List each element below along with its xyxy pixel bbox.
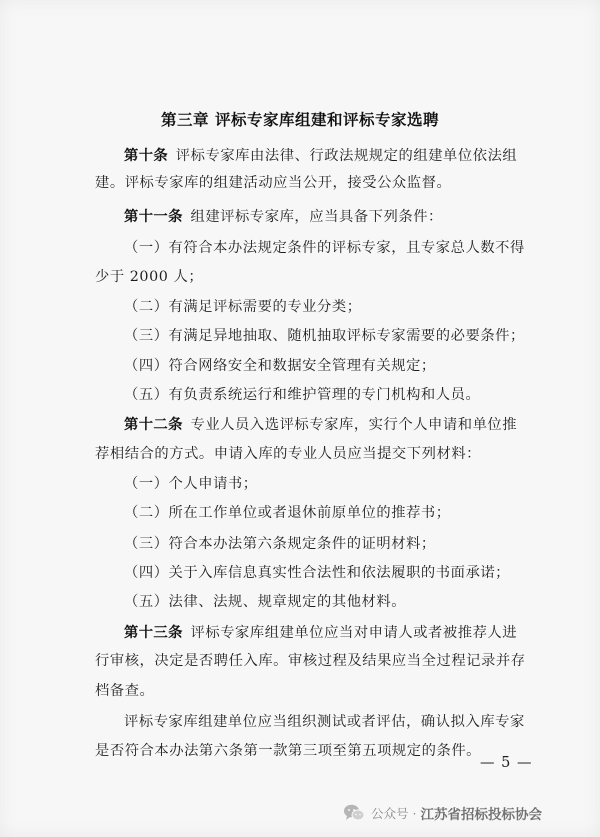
list-item bbox=[124, 385, 480, 405]
line-text: 评标专家库组建单位应当对申请人或者被推荐人进 bbox=[190, 625, 518, 641]
line-text: 组建评标专家库，应当具备下列条件： bbox=[190, 209, 443, 225]
text-line bbox=[95, 173, 451, 193]
list-item bbox=[124, 238, 525, 258]
list-item bbox=[124, 534, 436, 554]
line-text: （四）关于入库信息真实性合法性和依法履职的书面承诺； bbox=[124, 565, 511, 581]
list-item bbox=[124, 326, 525, 346]
line-text: （三）有满足异地抽取、随机抽取评标专家需要的必要条件； bbox=[124, 328, 525, 344]
article-heading: 第十二条 bbox=[124, 417, 183, 433]
list-item bbox=[124, 503, 451, 523]
list-item bbox=[124, 297, 362, 317]
line-text: 是否符合本办法第六条第一款第三项至第五项规定的条件。 bbox=[95, 743, 482, 759]
line-text: 评标专家库组建单位应当组织测试或者评估，确认拟入库专家 bbox=[124, 714, 525, 730]
line-text: （一）有符合本办法规定条件的评标专家，且专家总人数不得 bbox=[124, 240, 525, 256]
line-text: 评标专家库由法律、行政法规规定的组建单位依法组 bbox=[175, 148, 518, 164]
article-paragraph bbox=[124, 623, 517, 643]
wechat-icon bbox=[343, 803, 365, 823]
watermark-prefix: 公众号 bbox=[371, 806, 409, 821]
watermark-separator: · bbox=[412, 805, 417, 821]
list-item bbox=[124, 592, 406, 612]
list-item bbox=[124, 474, 258, 494]
line-text: 档备查。 bbox=[95, 683, 155, 699]
list-item bbox=[124, 356, 436, 376]
line-text: 荐相结合的方式。申请入库的专业人员应当提交下列材料： bbox=[95, 446, 482, 462]
article-heading: 第十条 bbox=[124, 148, 169, 164]
line-text: （五）有负责系统运行和维护管理的专门机构和人员。 bbox=[124, 387, 481, 403]
line-text: （二）有满足评标需要的专业分类； bbox=[124, 299, 362, 315]
article-paragraph bbox=[124, 415, 517, 435]
line-text: （四）符合网络安全和数据安全管理有关规定； bbox=[124, 358, 436, 374]
watermark-account-name: 江苏省招标投标协会 bbox=[420, 807, 542, 823]
line-text: 少于 2000 人； bbox=[95, 269, 204, 285]
text-line bbox=[95, 444, 481, 464]
line-text: 行审核，决定是否聘任入库。审核过程及结果应当全过程记录并存 bbox=[95, 653, 526, 669]
line-text: （五）法律、法规、规章规定的其他材料。 bbox=[124, 594, 407, 610]
chapter-title: 第三章 评标专家库组建和评标专家选聘 bbox=[161, 111, 439, 129]
line-text: （一）个人申请书； bbox=[124, 476, 258, 492]
text-line bbox=[95, 267, 203, 287]
article-heading: 第十三条 bbox=[124, 625, 183, 641]
text-line bbox=[95, 741, 481, 761]
text-line bbox=[95, 681, 154, 701]
line-text: 专业人员入选评标专家库，实行个人申请和单位推 bbox=[190, 417, 518, 433]
line-text: （二）所在工作单位或者退休前原单位的推荐书； bbox=[124, 505, 451, 521]
list-item bbox=[124, 712, 525, 732]
article-paragraph bbox=[124, 146, 517, 166]
article-heading: 第十一条 bbox=[124, 209, 183, 225]
text-line bbox=[95, 651, 526, 671]
article-paragraph bbox=[124, 207, 443, 227]
watermark bbox=[343, 800, 542, 826]
line-text: （三）符合本办法第六条规定条件的证明材料； bbox=[124, 536, 436, 552]
page-number: — 5 — bbox=[480, 755, 533, 771]
line-text: 建。评标专家库的组建活动应当公开，接受公众监督。 bbox=[95, 175, 452, 191]
list-item bbox=[124, 563, 510, 583]
